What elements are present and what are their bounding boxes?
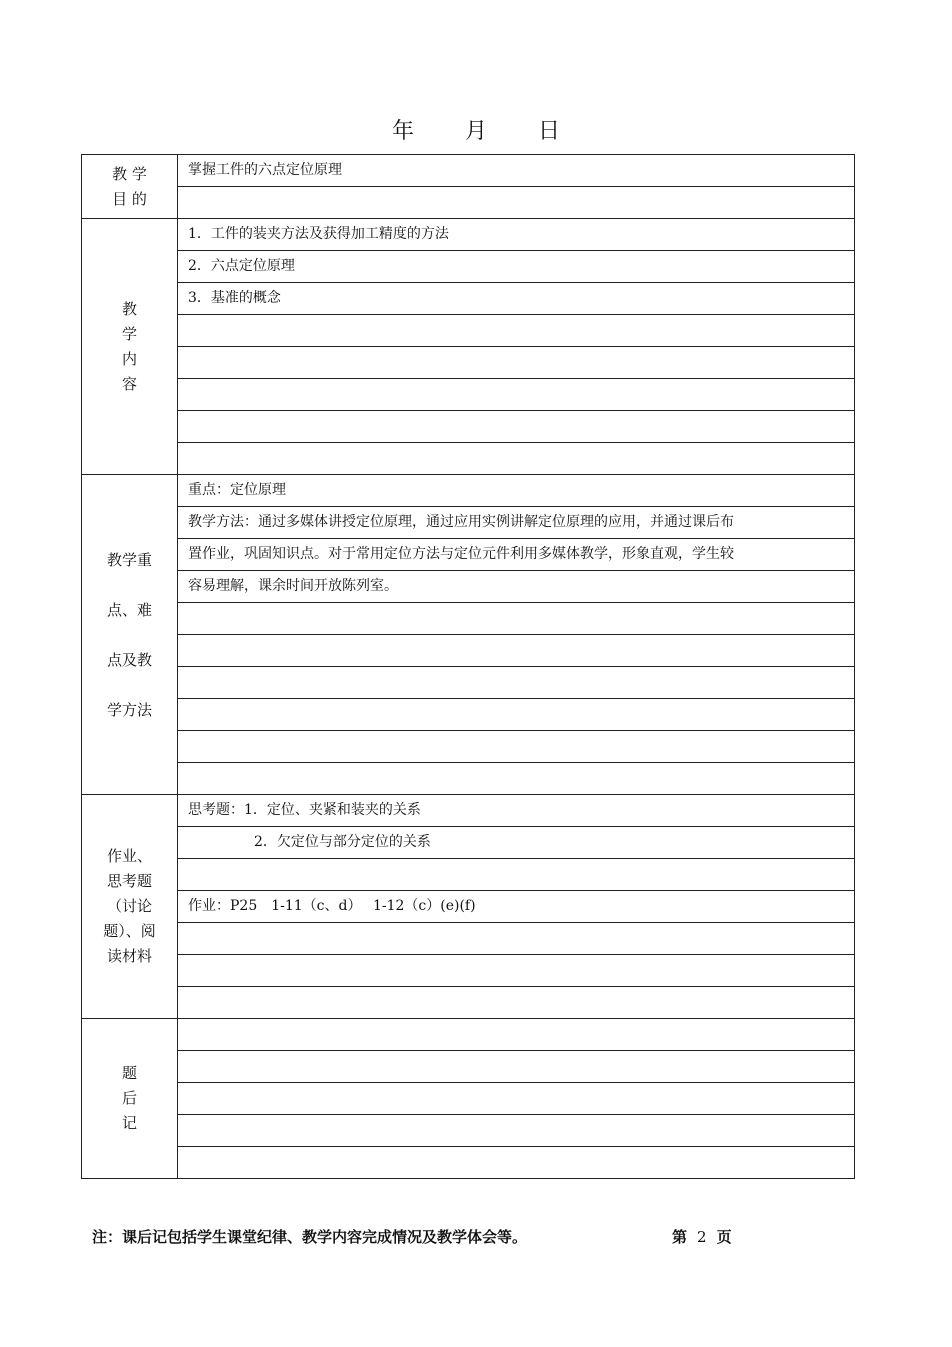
table-row [82, 603, 855, 635]
homework-row [178, 859, 855, 891]
table-row [82, 475, 855, 507]
date-line [0, 114, 952, 145]
content-row [178, 411, 855, 443]
table-row [82, 987, 855, 1019]
table-row [82, 859, 855, 891]
table-row [82, 507, 855, 539]
table-row [82, 955, 855, 987]
content-row: 2．六点定位原理 [178, 251, 855, 283]
month-label: 月 [464, 119, 487, 144]
homework-row [178, 923, 855, 955]
homework-row: 思考题：1．定位、夹紧和装夹的关系 [178, 795, 855, 827]
keypoints-row [178, 667, 855, 699]
table-row [82, 443, 855, 475]
objective-label: 教 学 目 的 [82, 155, 178, 219]
notes-row [178, 1147, 855, 1179]
table-row [82, 187, 855, 219]
table-row [82, 795, 855, 827]
page-number: 第 2 页 [672, 1228, 732, 1246]
lesson-plan-table [81, 154, 855, 1179]
table-row [82, 827, 855, 859]
day-label: 日 [538, 119, 561, 144]
footer-note: 注：课后记包括学生课堂纪律、教学内容完成情况及教学体会等。 [92, 1228, 528, 1246]
table-row [82, 635, 855, 667]
keypoints-row: 容易理解，课余时间开放陈列室。 [178, 571, 855, 603]
content-row: 3．基准的概念 [178, 283, 855, 315]
table-row [82, 1083, 855, 1115]
table-row [82, 891, 855, 923]
table-row [82, 667, 855, 699]
year-label: 年 [391, 119, 414, 144]
objective-row: 掌握工件的六点定位原理 [178, 155, 855, 187]
homework-row [178, 987, 855, 1019]
table-row [82, 731, 855, 763]
content-row [178, 379, 855, 411]
homework-label: 作业、 思考题 （讨论 题）、阅 读材料 [82, 795, 178, 1019]
keypoints-row [178, 635, 855, 667]
footer [92, 1226, 772, 1247]
content-row [178, 347, 855, 379]
keypoints-row: 重点：定位原理 [178, 475, 855, 507]
table-row [82, 219, 855, 251]
content-label: 教 学 内 容 [82, 219, 178, 475]
notes-row [178, 1019, 855, 1051]
table-row [82, 1051, 855, 1083]
table-row [82, 155, 855, 187]
keypoints-row [178, 731, 855, 763]
table-row [82, 1019, 855, 1051]
homework-row [178, 955, 855, 987]
notes-label: 题 后 记 [82, 1019, 178, 1179]
table-row [82, 1115, 855, 1147]
table-row [82, 923, 855, 955]
objective-row [178, 187, 855, 219]
table-row [82, 411, 855, 443]
keypoints-row [178, 699, 855, 731]
table-row [82, 539, 855, 571]
table-row [82, 251, 855, 283]
table-row [82, 315, 855, 347]
keypoints-row: 教学方法：通过多媒体讲授定位原理，通过应用实例讲解定位原理的应用，并通过课后布 [178, 507, 855, 539]
homework-row: 作业：P25 1-11（c、d） 1-12（c）(e)(f) [178, 891, 855, 923]
keypoints-row: 置作业，巩固知识点。对于常用定位方法与定位元件利用多媒体教学，形象直观，学生较 [178, 539, 855, 571]
keypoints-label: 教学重 点、难 点及教 学方法 [82, 475, 178, 795]
homework-row: 2．欠定位与部分定位的关系 [178, 827, 855, 859]
keypoints-row [178, 763, 855, 795]
notes-row [178, 1083, 855, 1115]
table-row [82, 379, 855, 411]
table-row [82, 571, 855, 603]
table-row [82, 1147, 855, 1179]
content-row: 1．工件的装夹方法及获得加工精度的方法 [178, 219, 855, 251]
content-row [178, 315, 855, 347]
notes-row [178, 1051, 855, 1083]
table-row [82, 283, 855, 315]
table-row [82, 763, 855, 795]
notes-row [178, 1115, 855, 1147]
table-row [82, 699, 855, 731]
table-row [82, 347, 855, 379]
keypoints-row [178, 603, 855, 635]
content-row [178, 443, 855, 475]
